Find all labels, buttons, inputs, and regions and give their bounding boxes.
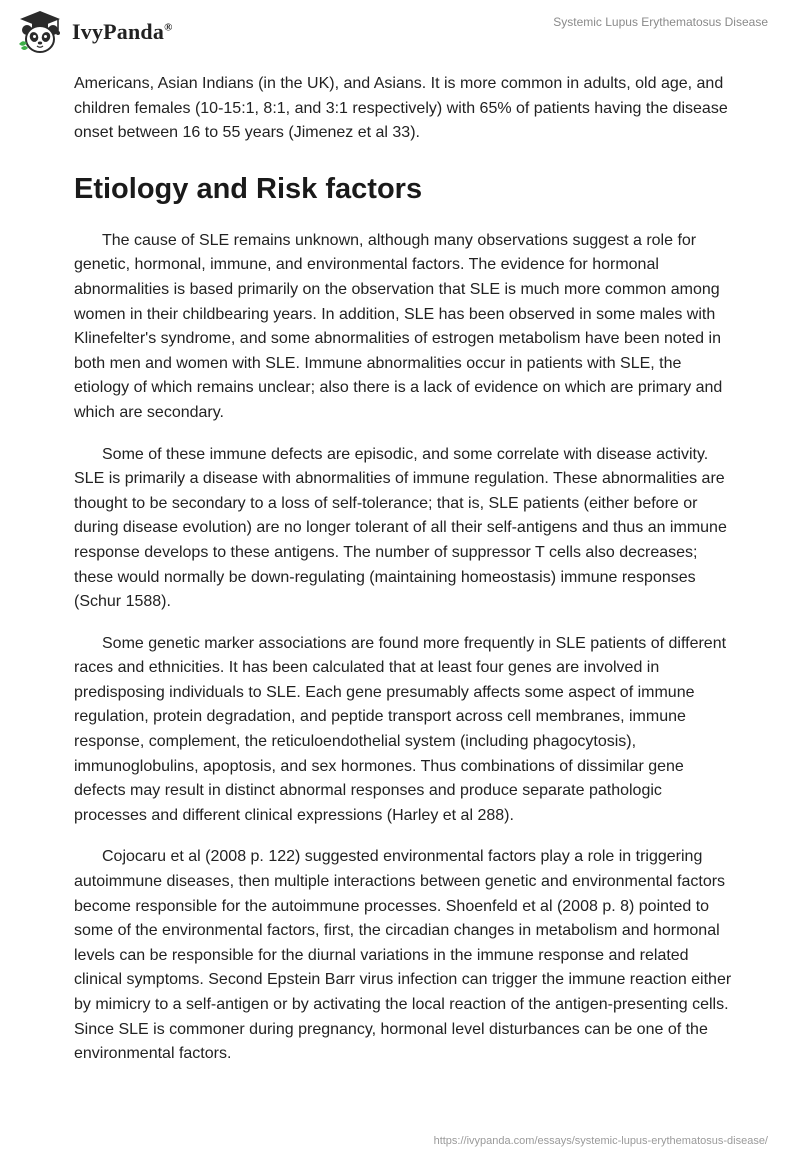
- logo-text: IvyPanda®: [72, 19, 173, 44]
- paragraph-4: Cojocaru et al (2008 p. 122) suggested environmental factors play a role in triggering autoimmune diseases, then multiple interactions between genetic and environmental factors become responsible for the autoimmune processes. Shoenfeld et al (2008 p. 8) pointed to some of the environmental factors, first, the circadian changes in metabolism and hormonal levels can be responsible for the diurnal variations in the immune response and related clinical symptoms. Second Epstein Barr virus infection can trigger the immune reaction either by mimicry to a self-antigen or by activating the local reaction of the antigen-presenting cells. Since SLE is commoner during pregnancy, hormonal level disturbances can be one of the environmental factors.: [74, 848, 732, 1063]
- paragraph-1: The cause of SLE remains unknown, although many observations suggest a role for genetic, hormonal, immune, and environmental factors. The evidence for hormonal abnormalities is based primarily on the observation that SLE is much more common among women in their childbearing years. In addition, SLE has been observed in some males with Klinefelter's syndrome, and some abnormalities of estrogen metabolism have been noted in both men and women with SLE. Immune abnormalities occur in patients with SLE, the etiology of which remains unclear; also there is a lack of evidence on which are primary and which are secondary.: [74, 231, 723, 421]
- page-header: [0, 0, 800, 66]
- article-body: [74, 72, 734, 1067]
- intro-paragraph: Americans, Asian Indians (in the UK), and Asians. It is more common in adults, old age, and children females (10-15:1, 8:1, and 3:1 respectively) with 65% of patients having the disease onset between 16 to 55 years (Jimenez et al 33).: [74, 75, 728, 142]
- logo[interactable]: [14, 8, 173, 56]
- panda-logo-icon: [14, 8, 66, 56]
- paragraph-3: Some genetic marker associations are found more frequently in SLE patients of different races and ethnicities. It has been calculated that at least four genes are involved in predisposing individuals to SLE. Each gene presumably affects some aspect of immune regulation, protein degradation, and peptide transport across cell membranes, immune response, complement, the reticuloendothelial system (including phagocytosis), immunoglobulins, apoptosis, and sex hormones. Thus combinations of dissimilar gene defects may result in distinct abnormal responses and produce separate pathologic processes and different clinical expressions (Harley et al 288).: [74, 634, 727, 824]
- document-title: Systemic Lupus Erythematosus Disease: [553, 15, 768, 29]
- source-url-link[interactable]: https://ivypanda.com/essays/systemic-lupus-erythematosus-disease/: [433, 1135, 768, 1147]
- section-heading: Etiology and Risk factors: [74, 172, 423, 205]
- paragraph-2: Some of these immune defects are episodic, and some correlate with disease activity. SLE is primarily a disease with abnormalities of immune regulation. These abnormalities are thought to be secondary to a loss of self-tolerance; that is, SLE patients (either before or during disease evolution) are no longer tolerant of all their self-antigens and thus an immune response develops to these antigens. The number of suppressor T cells also decreases; these would normally be down-regulating (maintaining homeostasis) immune responses (Schur 1588).: [74, 445, 727, 611]
